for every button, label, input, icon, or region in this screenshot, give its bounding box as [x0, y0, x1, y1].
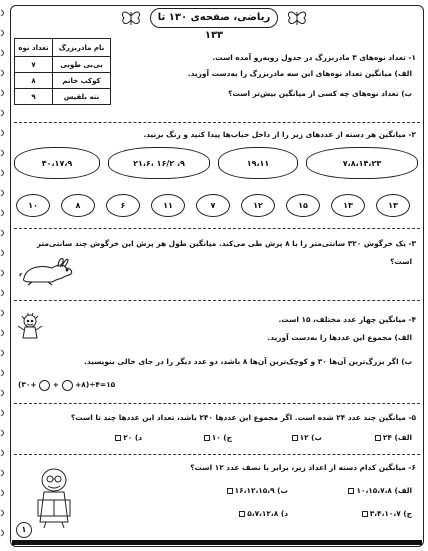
number-cloud[interactable]: ۷،۸،۱۴،۲۳ — [306, 147, 418, 179]
answer-bubble[interactable]: ۶ — [106, 194, 140, 217]
option[interactable] — [373, 432, 412, 443]
option-label: ب) ۱۶،۱۲،۱۵،۹ — [234, 486, 288, 495]
answer-bubble[interactable]: ۱۱ — [151, 194, 185, 217]
checkbox[interactable] — [375, 435, 381, 441]
answer-bubble[interactable]: ۷ — [196, 194, 230, 217]
number-cloud[interactable]: ۹، ۱۶/۲ ،۲۱،۶ — [108, 147, 210, 179]
table-row — [15, 57, 111, 73]
question-4-part-b: ب) اگر بزرگ‌ترین آن‌ها ۳۰ و کوچک‌ترین آن‌ها ۸ باشد، دو عدد دیگر را در جای خالی بنویسید. — [84, 357, 412, 366]
question-2-text: ۲- میانگین هر دسته از عددهای زیر را از داخل حباب‌ها پیدا کنید و رنگ بزنید. — [143, 130, 416, 139]
answer-bubble[interactable]: ۱۵ — [286, 194, 320, 217]
option[interactable] — [113, 432, 142, 443]
question-5-text: ۵- میانگین چند عدد ۲۴ شده است. اگر مجموع این عددها ۲۴۰ باشد، تعداد این عددها چند تا است؟ — [70, 413, 416, 422]
divider — [14, 403, 420, 404]
option[interactable] — [225, 485, 288, 496]
question-3-text-cont: است؟ — [390, 257, 412, 266]
butterfly-icon — [286, 8, 308, 28]
spiral-binding — [0, 0, 8, 551]
question-6-text: ۶- میانگین کدام دسته از اعداد زیر، برابر با نصف عدد ۱۲ است؟ — [190, 463, 416, 472]
divider — [14, 454, 420, 455]
table-cell: ۸ — [15, 73, 53, 89]
option[interactable] — [346, 485, 412, 496]
page-title: ریاضی، صفحه‌ی ۱۳۰ تا ۱۳۳ — [150, 8, 278, 28]
table-cell: ننه بلقیس — [53, 89, 111, 105]
rabbit-illustration — [18, 256, 76, 286]
question-1-part-a: الف) میانگین تعداد نوه‌های این سه مادربزرگ را به‌دست آورید. — [187, 69, 412, 78]
option-label: الف) ۲۴ — [382, 433, 412, 442]
table-row — [15, 73, 111, 89]
checkbox[interactable] — [204, 435, 210, 441]
answer-bubble[interactable]: ۱۰ — [16, 194, 50, 217]
question-3-text: ۳- یک خرگوش ۳۲۰ سانتی‌متر را با ۸ پرش طی می‌کند. میانگین طول هر پرش این خرگوش چند سانتی‌متر — [36, 239, 416, 248]
number-cloud[interactable]: ۴۰،۱۷،۹ — [14, 147, 100, 179]
table-cell: ۹ — [15, 89, 53, 105]
butterfly-icon — [120, 8, 142, 28]
number-cloud[interactable]: ۱۹،۱۱ — [218, 147, 298, 179]
question-4-text: ۴- میانگین چهار عدد مختلف، ۱۵ است. — [278, 315, 416, 324]
option[interactable] — [360, 508, 412, 519]
checkbox[interactable] — [362, 511, 368, 517]
checkbox[interactable] — [239, 511, 245, 517]
divider — [14, 122, 420, 123]
answer-bubble[interactable]: ۱۲ — [241, 194, 275, 217]
table-header-row — [15, 39, 111, 57]
option[interactable] — [290, 432, 322, 443]
table-cell: ۷ — [15, 57, 53, 73]
answer-bubble[interactable]: ۱۳ — [376, 194, 410, 217]
option[interactable] — [237, 508, 288, 519]
table-cell: کوکب خانم — [53, 73, 111, 89]
column-header: نام مادربزرگ — [53, 39, 111, 57]
formula-right: +۸)÷۴=۱۵ — [75, 380, 116, 389]
checkbox[interactable] — [227, 488, 233, 494]
question-1-text: ۱- تعداد نوه‌های ۳ مادربزرگ در جدول روبه‌رو آمده است. — [212, 53, 416, 62]
option-label: د) ۲۰ — [123, 433, 142, 442]
checkbox[interactable] — [292, 435, 298, 441]
page-number: ۱ — [16, 522, 32, 538]
formula-left: (۳۰+ — [18, 380, 37, 389]
column-header: تعداد نوه — [15, 39, 53, 57]
blank-circle[interactable] — [39, 380, 50, 391]
table-cell: بی‌بی طوبی — [53, 57, 111, 73]
grandmothers-table — [14, 38, 111, 105]
divider — [14, 228, 420, 229]
table-row — [15, 89, 111, 105]
blank-circle[interactable] — [62, 380, 73, 391]
checkbox[interactable] — [348, 488, 354, 494]
option-label: د) ۵،۷،۱۲،۸ — [247, 509, 288, 518]
divider — [14, 300, 420, 301]
checkbox[interactable] — [115, 435, 121, 441]
answer-bubble[interactable]: ۱۳ — [331, 194, 365, 217]
option-label: الف) ۱۰،۱۵،۷،۸ — [356, 486, 412, 495]
option-label: ج) ۳،۴،۱۰،۷ — [369, 509, 412, 518]
question-1-part-b: ب) تعداد نوه‌های چه کسی از میانگین بیش‌تر است؟ — [228, 89, 412, 98]
reading-boy-clipart — [30, 466, 78, 530]
answer-bubble[interactable]: ۸ — [61, 194, 95, 217]
formula-mid: + — [52, 380, 59, 389]
option-label: ج) ۱۰ — [211, 433, 232, 442]
footer-bar — [12, 540, 422, 545]
option[interactable] — [202, 432, 232, 443]
question-4-part-a: الف) مجموع این عددها را به‌دست آورید. — [267, 333, 412, 342]
boy-clipart — [16, 312, 44, 340]
formula — [18, 379, 115, 391]
option-label: ب) ۱۲ — [299, 433, 322, 442]
